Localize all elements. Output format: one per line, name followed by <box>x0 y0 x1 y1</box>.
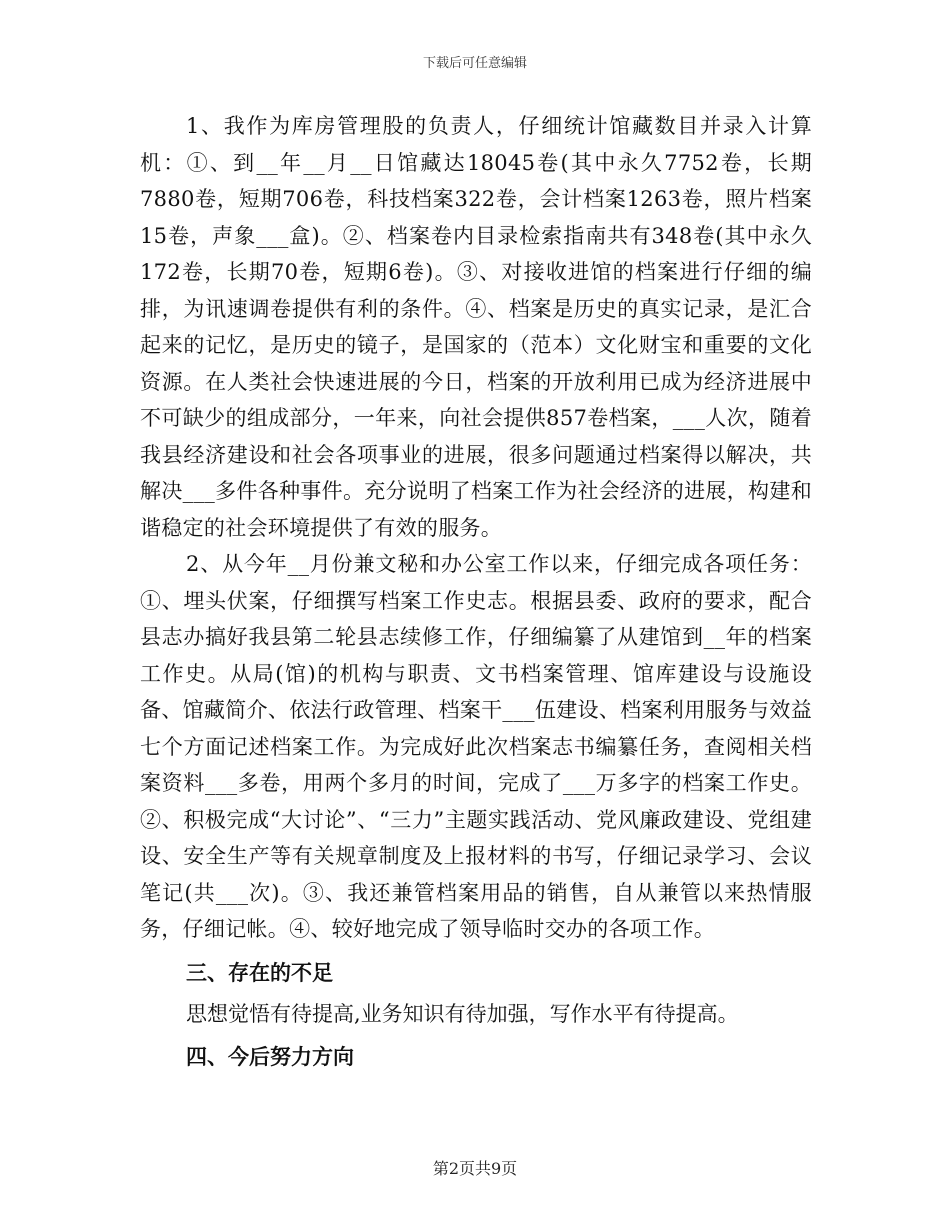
paragraph-archive-management: 1、我作为库房管理股的负责人，仔细统计馆藏数目并录入计算机：①、到__年__月__日馆藏达18045卷(其中永久7752卷，长期7880卷，短期706卷，科技档案322卷，会计档案1263卷，照片档案15卷，声象___盒)。②、档案卷内目录检索指南共有348卷(其中永久172卷，长期70卷，短期6卷)。③、对接收进馆的档案进行仔细的编排，为讯速调卷提供有利的条件。④、档案是历史的真实记录，是汇合起来的记忆，是历史的镜子，是国家的（范本）文化财宝和重要的文化资源。在人类社会快速进展的今日，档案的开放利用已成为经济进展中不可缺少的组成部分，一年来，向社会提供857卷档案，___人次，随着我县经济建设和社会各项事业的进展，很多问题通过档案得以解决，共解决___多件各种事件。充分说明了档案工作为社会经济的进展，构建和谐稳定的社会环境提供了有效的服务。 <box>140 114 812 540</box>
page-footer: 第2页共9页 <box>432 1159 518 1178</box>
section-heading-future-direction: 四、今后努力方向 <box>186 1044 354 1069</box>
paragraph-shortcomings: 思想觉悟有待提高,业务知识有待加强，写作水平有待提高。 <box>186 1001 739 1026</box>
section-heading-shortcomings: 三、存在的不足 <box>186 960 333 985</box>
document-body <box>140 108 812 1080</box>
page-header: 下载后可任意编辑 <box>422 56 527 71</box>
paragraph-secretarial-work: 2、从今年__月份兼文秘和办公室工作以来，仔细完成各项任务：①、埋头伏案，仔细撰写档案工作史志。根据县委、政府的要求，配合县志办搞好我县第二轮县志续修工作，仔细编纂了从建馆到__年的档案工作史。从局(馆)的机构与职责、文书档案管理、馆库建设与设施设备、馆藏简介、依法行政管理、档案干___伍建设、档案利用服务与效益七个方面记述档案工作。为完成好此次档案志书编纂任务，查阅相关档案资料___多卷，用两个多月的时间，完成了___万多字的档案工作史。②、积极完成“大讨论”、“三力”主题实践活动、党风廉政建设、党组建设、安全生产等有关规章制度及上报材料的书写，仔细记录学习、会议笔记(共___次)。③、我还兼管档案用品的销售，自从兼管以来热情服务，仔细记帐。④、较好地完成了领导临时交办的各项工作。 <box>140 552 812 941</box>
